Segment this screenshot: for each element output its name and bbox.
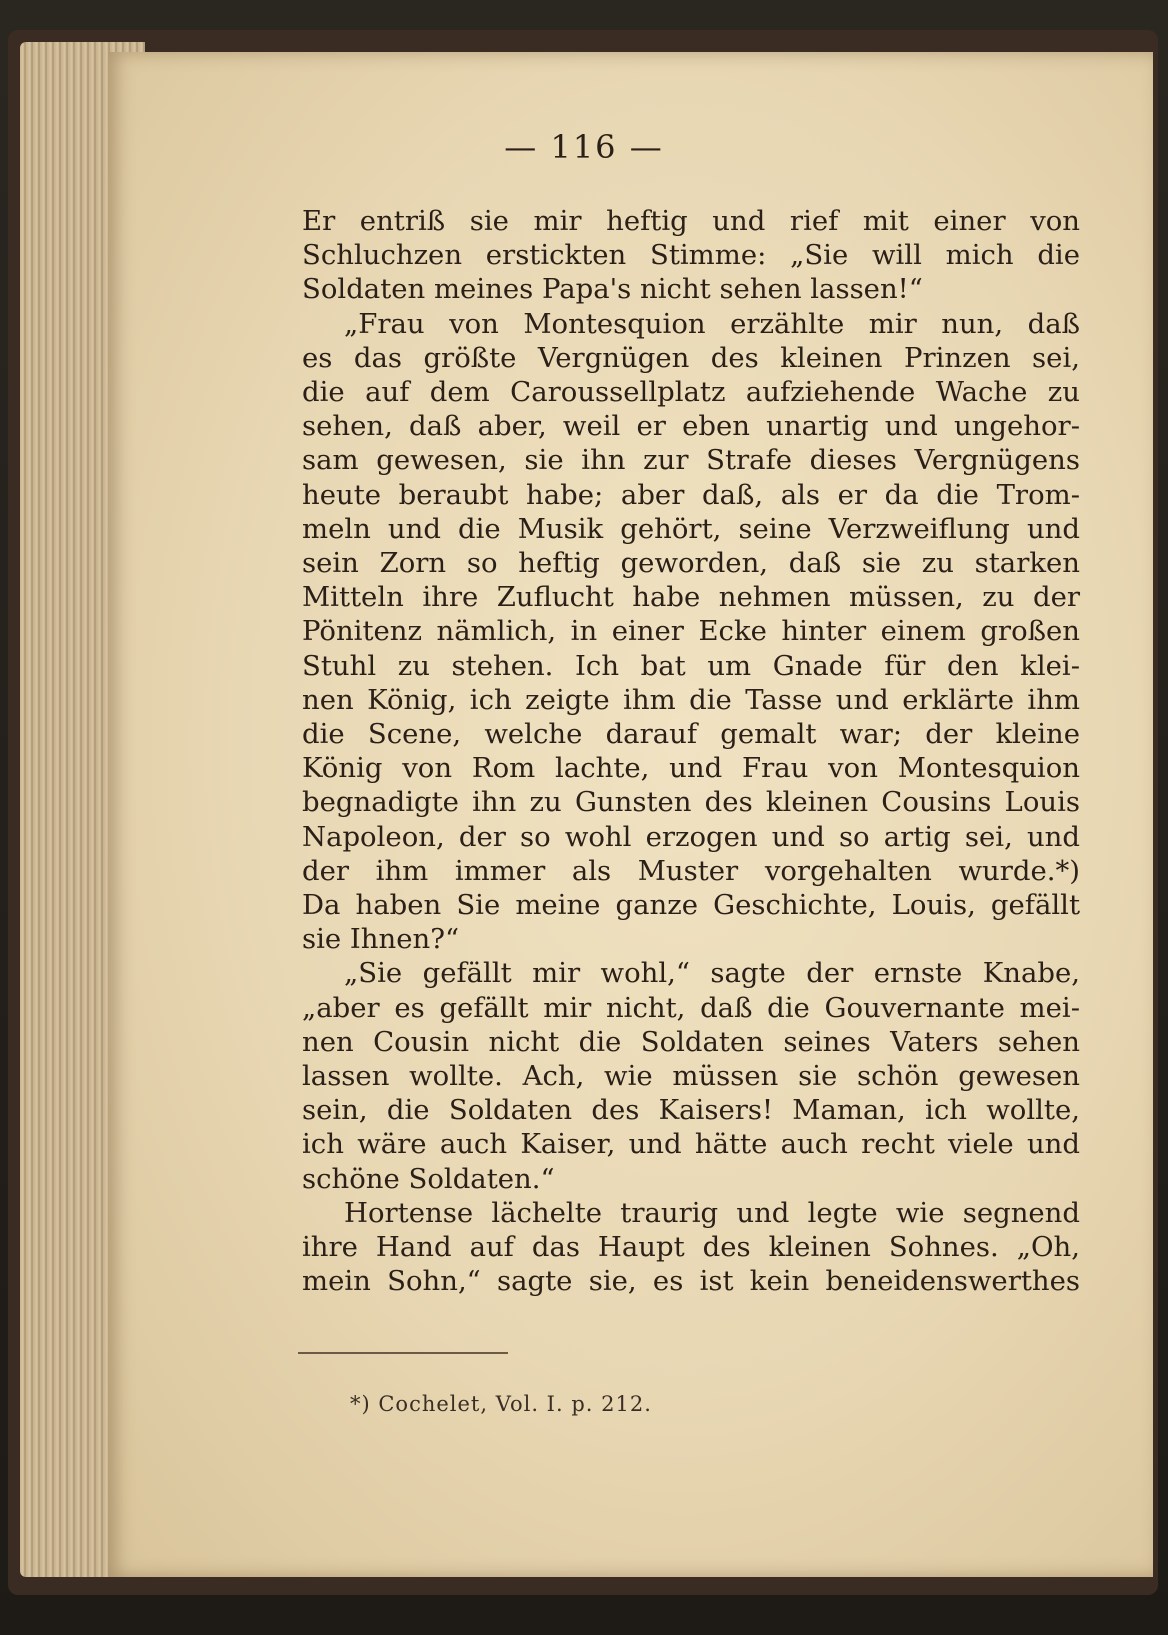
text-line: Napoleon, der so wohl erzogen und so artig sei, und: [302, 820, 1080, 853]
text-line: sein, die Soldaten des Kaisers! Maman, ich wollte,: [302, 1094, 1080, 1127]
text-line: begnadigte ihn zu Gunsten des kleinen Cousins Louis: [302, 786, 1080, 819]
text-line: Mitteln ihre Zuflucht habe nehmen müssen, zu der: [302, 581, 1080, 614]
text-line: sam gewesen, sie ihn zur Strafe dieses Vergnügens: [302, 444, 1080, 477]
text-line: sein Zorn so heftig geworden, daß sie zu starken: [302, 547, 1080, 580]
text-line: sehen, daß aber, weil er eben unartig und ungehor-: [302, 410, 1080, 443]
text-line: die auf dem Caroussellplatz aufziehende Wache zu: [302, 376, 1080, 409]
text-line: die Scene, welche darauf gemalt war; der kleine: [302, 718, 1080, 751]
text-line: mein Sohn,“ sagte sie, es ist kein beneidenswerthes: [302, 1265, 1080, 1298]
text-line: Schluchzen erstickten Stimme: „Sie will mich die: [302, 239, 1080, 272]
text-line: Stuhl zu stehen. Ich bat um Gnade für den klei-: [302, 649, 1080, 682]
text-line: sie Ihnen?“: [302, 923, 459, 956]
text-line: ihre Hand auf das Haupt des kleinen Sohnes. „Oh,: [302, 1231, 1080, 1264]
text-line: meln und die Musik gehört, seine Verzweiflung und: [302, 512, 1080, 545]
text-line: es das größte Vergnügen des kleinen Prinzen sei,: [302, 341, 1080, 374]
text-line: Hortense lächelte traurig und legte wie segnend: [344, 1196, 1080, 1229]
page-number: — 116 —: [504, 128, 664, 166]
text-line: der ihm immer als Muster vorgehalten wurde.*): [302, 854, 1080, 887]
text-line: lassen wollte. Ach, wie müssen sie schön gewesen: [302, 1060, 1080, 1093]
text-line: Er entriß sie mir heftig und rief mit einer von: [302, 205, 1080, 237]
text-line: „Frau von Montesquion erzählte mir nun, daß: [344, 307, 1080, 340]
text-line: nen König, ich zeigte ihm die Tasse und erklärte ihm: [302, 683, 1080, 716]
text-line: Soldaten meines Papa's nicht sehen lassen!“: [302, 273, 923, 306]
text-line: schöne Soldaten.“: [302, 1162, 555, 1195]
text-line: Da haben Sie meine ganze Geschichte, Louis, gefällt: [302, 889, 1080, 922]
text-line: König von Rom lachte, und Frau von Montesquion: [302, 752, 1080, 785]
footnote: *) Cochelet, Vol. I. p. 212.: [350, 1392, 652, 1416]
text-line: nen Cousin nicht die Soldaten seines Vaters sehen: [302, 1025, 1080, 1058]
text-line: heute beraubt habe; aber daß, als er da die Trom-: [302, 478, 1080, 511]
footnote-divider: [298, 1352, 508, 1354]
text-line: „Sie gefällt mir wohl,“ sagte der ernste Knabe,: [344, 957, 1080, 990]
text-line: Pönitenz nämlich, in einer Ecke hinter einem großen: [302, 615, 1080, 648]
text-line: ich wäre auch Kaiser, und hätte auch recht viele und: [302, 1128, 1080, 1161]
text-line: „aber es gefällt mir nicht, daß die Gouvernante mei-: [302, 991, 1080, 1024]
page-body: [302, 204, 1080, 1299]
